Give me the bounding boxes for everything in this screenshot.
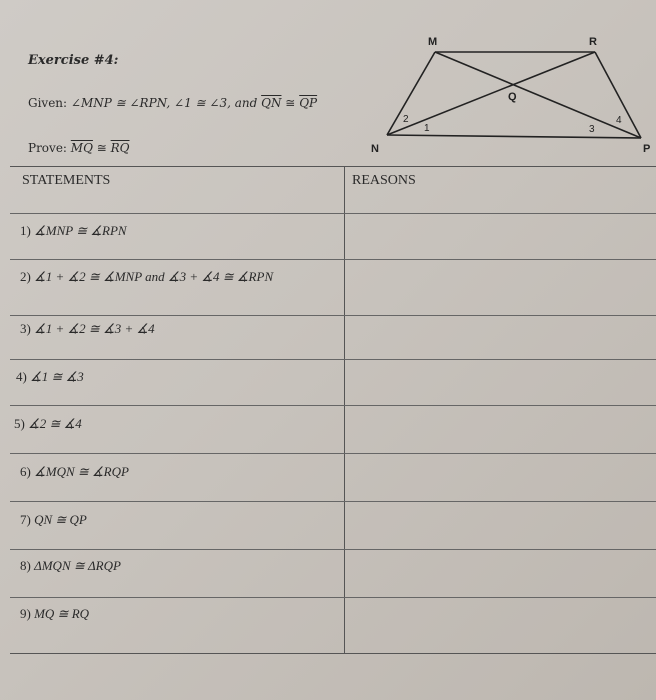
label-n: N [371,143,379,155]
statement-number: 3) [20,321,31,336]
statement-text: MQ ≅ RQ [34,606,90,621]
row-divider [10,315,656,316]
given-congruent: ≅ [285,96,296,110]
segment-rn [387,52,595,135]
angle-4-label: 4 [616,115,622,126]
statement-row-9 [20,604,338,623]
row-divider [10,259,656,260]
prove-segment-rq: $\overline{RQ}$ [110,141,130,155]
statement-row-2 [20,267,338,286]
statement-row-6 [20,462,338,481]
statement-row-3 [20,319,338,338]
row-divider [10,597,656,598]
statement-text: ∡1 ≅ ∡3 [30,369,84,384]
statement-text: ∡1 + ∡2 ≅ ∡MNP and ∡3 + ∡4 ≅ ∡RPN [34,269,274,284]
prove-congruent: ≅ [96,141,107,155]
prove-statement [28,141,130,155]
row-divider [10,213,656,214]
statement-text: QN ≅ QP [34,512,87,527]
given-angles: ∠MNP ≅ ∠RPN, ∠1 ≅ ∠3, and [70,96,258,110]
statement-row-5 [14,414,332,433]
statement-row-1 [20,221,338,240]
segment-np [387,135,641,138]
statement-text: ΔMQN ≅ ΔRQP [34,558,121,573]
statement-number: 8) [20,558,31,573]
given-label: Given: [28,96,68,110]
statement-number: 9) [20,606,31,621]
exercise-title: Exercise #4: [28,53,119,68]
proof-table [10,166,656,654]
prove-segment-mq: $\overline{MQ}$ [70,141,93,155]
statement-row-8 [20,556,338,575]
column-divider [344,167,345,653]
statement-text: ∡MNP ≅ ∡RPN [34,223,127,238]
label-p: P [643,143,651,155]
segment-mp [435,52,641,138]
statement-number: 4) [16,369,27,384]
given-segment-qn: $\overline{QN}$ [261,96,282,110]
statement-number: 7) [20,512,31,527]
statement-number: 1) [20,223,31,238]
statement-text: ∡2 ≅ ∡4 [28,416,82,431]
statement-text: ∡MQN ≅ ∡RQP [34,464,129,479]
statement-number: 6) [20,464,31,479]
given-statement [28,96,317,110]
angle-3-label: 3 [589,124,595,135]
row-divider [10,359,656,360]
statement-text: ∡1 + ∡2 ≅ ∡3 + ∡4 [34,321,155,336]
statement-row-7 [20,510,338,529]
angle-2-label: 2 [403,114,409,125]
row-divider [10,549,656,550]
statement-number: 5) [14,416,25,431]
label-m: M [428,36,438,48]
label-r: R [589,36,597,48]
label-q: Q [508,91,517,103]
statement-number: 2) [20,269,31,284]
reasons-header: REASONS [352,173,416,188]
row-divider [10,453,656,454]
row-divider [10,501,656,502]
statement-row-4 [16,367,334,386]
geometry-figure [360,30,656,160]
angle-1-label: 1 [424,123,430,134]
worksheet-header [0,0,656,170]
given-segment-qp: $\overline{QP}$ [299,96,318,110]
prove-label: Prove: [28,141,67,155]
statements-header: STATEMENTS [22,173,111,188]
row-divider [10,405,656,406]
